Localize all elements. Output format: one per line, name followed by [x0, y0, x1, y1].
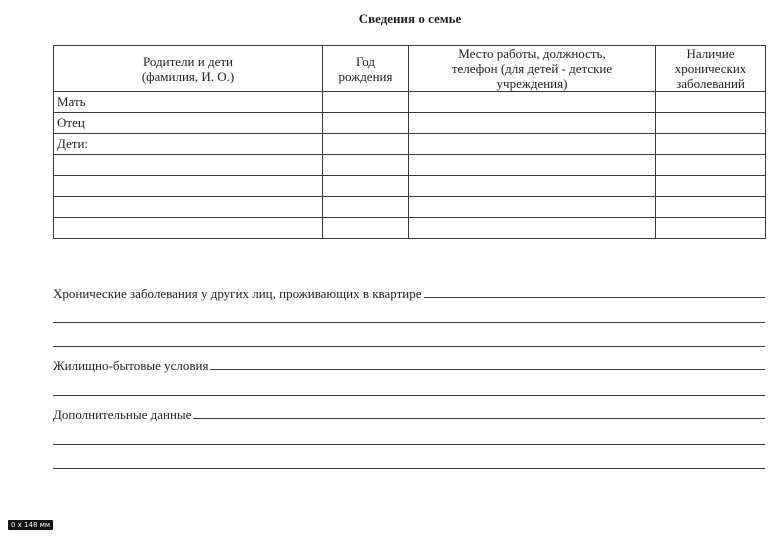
family-table [53, 45, 766, 239]
table-row [54, 155, 766, 176]
header-line: Наличие [686, 46, 735, 61]
header-line: рождения [338, 68, 393, 84]
table-cell-year[interactable] [323, 155, 409, 176]
chronic-others-input-line[interactable] [424, 297, 765, 298]
additional-blank-line-1[interactable] [53, 444, 765, 445]
table-cell-name[interactable] [54, 155, 323, 176]
header-line: Родители и дети [143, 53, 233, 69]
table-cell-year[interactable] [323, 113, 409, 134]
table-cell-year[interactable] [323, 92, 409, 113]
header-line: (фамилия, И. О.) [141, 68, 235, 84]
table-cell-work[interactable] [409, 92, 656, 113]
table-cell-chronic[interactable] [656, 176, 766, 197]
additional-blank-line-2[interactable] [53, 468, 765, 469]
header-line: учреждения) [496, 76, 568, 91]
additional-label: Дополнительные данные [53, 407, 192, 422]
header-birth-year [323, 46, 409, 92]
table-cell-work[interactable] [409, 113, 656, 134]
table-row [54, 218, 766, 239]
chronic-others-field [53, 286, 765, 301]
table-cell-year[interactable] [323, 134, 409, 155]
header-chronic-diseases [656, 46, 766, 92]
housing-label: Жилищно-бытовые условия [53, 358, 209, 373]
table-row [54, 176, 766, 197]
table-cell-work[interactable] [409, 155, 656, 176]
table-cell-chronic[interactable] [656, 134, 766, 155]
table-cell-chronic[interactable] [656, 113, 766, 134]
header-line: хронических [674, 61, 747, 76]
table-row [54, 92, 766, 113]
header-line: телефон (для детей - детские [451, 61, 613, 76]
header-line: Год [355, 53, 376, 69]
size-badge: 0 x 148 мм [8, 520, 53, 530]
table-row [54, 113, 766, 134]
table-cell-work[interactable] [409, 197, 656, 218]
header-line: Место работы, должность, [458, 46, 606, 61]
housing-blank-line-1[interactable] [53, 395, 765, 396]
table-cell-name[interactable] [54, 218, 323, 239]
page-title: Сведения о семье [358, 11, 462, 26]
table-cell-chronic[interactable] [656, 197, 766, 218]
additional-input-line[interactable] [193, 418, 765, 419]
table-cell-name[interactable]: Отец [54, 113, 323, 134]
table-cell-name[interactable]: Мать [54, 92, 323, 113]
additional-field [53, 407, 765, 422]
header-parents-children [54, 46, 323, 92]
table-cell-work[interactable] [409, 176, 656, 197]
table-cell-work[interactable] [409, 134, 656, 155]
header-workplace [409, 46, 656, 92]
table-cell-name[interactable]: Дети: [54, 134, 323, 155]
table-cell-year[interactable] [323, 218, 409, 239]
table-cell-chronic[interactable] [656, 218, 766, 239]
table-cell-year[interactable] [323, 197, 409, 218]
chronic-others-label: Хронические заболевания у других лиц, проживающих в квартире [53, 286, 422, 301]
table-cell-year[interactable] [323, 176, 409, 197]
housing-input-line[interactable] [210, 369, 765, 370]
chronic-others-blank-line-2[interactable] [53, 346, 765, 347]
housing-field [53, 358, 765, 373]
chronic-others-blank-line-1[interactable] [53, 322, 765, 323]
table-cell-name[interactable] [54, 176, 323, 197]
header-line: заболеваний [676, 76, 745, 91]
table-cell-chronic[interactable] [656, 155, 766, 176]
table-cell-name[interactable] [54, 197, 323, 218]
table-header-row [54, 46, 766, 92]
table-row [54, 197, 766, 218]
table-cell-chronic[interactable] [656, 92, 766, 113]
table-cell-work[interactable] [409, 218, 656, 239]
table-row [54, 134, 766, 155]
